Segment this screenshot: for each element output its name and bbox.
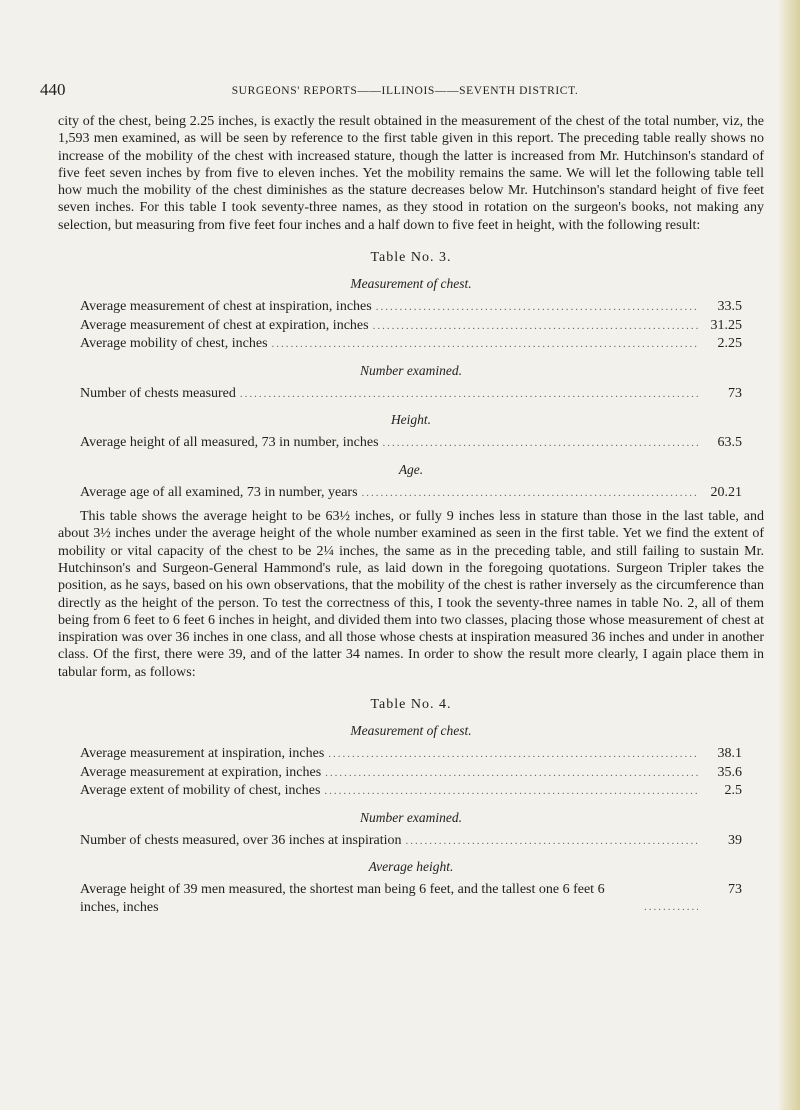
page-body: [58, 113, 764, 916]
table-3-subhead-number: Number examined.: [360, 362, 462, 378]
row-value: 2.25: [717, 336, 742, 352]
table-4-subhead-height: Average height.: [368, 859, 454, 875]
table-row: [58, 434, 764, 453]
paragraph-2: This table shows the average height to be 63½ inches, or fully 9 inches less in stature than those in the last table, and about 3½ inches under the average height of the whole number examined as seen in the first table. Yet we find the extent of mobility or vital capacity of the chest to be 2¼ inches, the same as in the preceding table, and still failing to sustain Mr. Hutchinson's and Surgeon-General Hammond's rule, as laid down in the foregoing quotations. Surgeon Tripler takes the position, as he says, based on his own observations, that the mobility of the chest is rather inversely as the circumference than directly as the height of the person. To test the correctness of this, I took the seventy-three names in table No. 2, all of them being from 6 feet to 6 feet 6 inches in height, and divided them into two classes, placing those whose measurement of chest at inspiration was over 36 inches in one class, and all those whose chests at inspiration measured 36 inches and under in another class. Of the first, there were 39, and of the latter 34 names. In order to show the result more clearly, I again place them in tabular form, as follows:: [58, 509, 764, 680]
table-4-subhead-chest: Measurement of chest.: [350, 723, 472, 739]
row-value: 2.5: [724, 783, 742, 799]
page-header: [40, 80, 770, 104]
page-number: 440: [40, 80, 66, 99]
row-label: Average measurement of chest at expiration, inches: [80, 317, 369, 333]
page-edge-stain: [778, 0, 800, 1110]
table-3-subhead-height: Height.: [390, 412, 432, 428]
table-row: [58, 764, 764, 783]
table-4-title: Table No. 4.: [370, 697, 452, 713]
table-row: [58, 782, 764, 801]
table-row: [58, 335, 764, 354]
row-value: 20.21: [710, 484, 742, 500]
row-label: Number of chests measured: [80, 385, 236, 401]
row-value: 73: [728, 882, 742, 898]
row-value: 31.25: [710, 317, 742, 333]
row-label: Average mobility of chest, inches: [80, 336, 268, 352]
row-label: Average height of 39 men measured, the shortest man being 6 feet, and the tallest one 6 feet 6 inches, inches: [80, 882, 605, 915]
row-value: 73: [728, 385, 742, 401]
row-value: 39: [728, 832, 742, 848]
table-row: [58, 832, 764, 851]
row-label: Average extent of mobility of chest, inches: [80, 783, 321, 799]
table-4-subhead-number: Number examined.: [360, 809, 462, 825]
table-row: [58, 881, 764, 916]
running-title: SURGEONS' REPORTS——ILLINOIS——SEVENTH DISTRICT.: [231, 85, 579, 97]
table-row: [58, 745, 764, 764]
row-label: Average measurement at expiration, inches: [80, 764, 322, 780]
row-label: Average measurement at inspiration, inches: [80, 746, 325, 762]
table-3-subhead-age: Age.: [398, 461, 424, 477]
row-value: 38.1: [717, 746, 742, 762]
row-label: Average age of all examined, 73 in number, years: [80, 484, 358, 500]
table-row: [58, 484, 764, 503]
table-row: [58, 317, 764, 336]
row-value: 63.5: [717, 435, 742, 451]
paragraph-1: city of the chest, being 2.25 inches, is exactly the result obtained in the measurement of the chest of the total number, viz, the 1,593 men examined, as will be seen by reference to the first table given in this report. The preceding table really shows no increase of the mobility of the chest with increased stature, though the latter is increased from Mr. Hutchinson's standard of five feet seven inches by from five to eleven inches. Yet the mobility remains the same. We will let the following table tell how much the mobility of the chest diminishes as the stature decreases below Mr. Hutchinson's standard height of five feet seven inches. For this table I took seventy-three names, as they stood in rotation on the surgeon's books, not making any selection, but measuring from five feet four inches and a half down to five feet in height, with the following result:: [58, 114, 764, 233]
table-row: [58, 298, 764, 317]
row-value: 35.6: [717, 764, 742, 780]
row-label: Average measurement of chest at inspiration, inches: [80, 299, 372, 315]
row-value: 33.5: [717, 299, 742, 315]
row-label: Number of chests measured, over 36 inches at inspiration: [80, 832, 402, 848]
table-row: [58, 385, 764, 404]
table-3-subhead-chest: Measurement of chest.: [350, 276, 472, 292]
row-label: Average height of all measured, 73 in number, inches: [80, 435, 379, 451]
table-3-title: Table No. 3.: [370, 250, 452, 266]
